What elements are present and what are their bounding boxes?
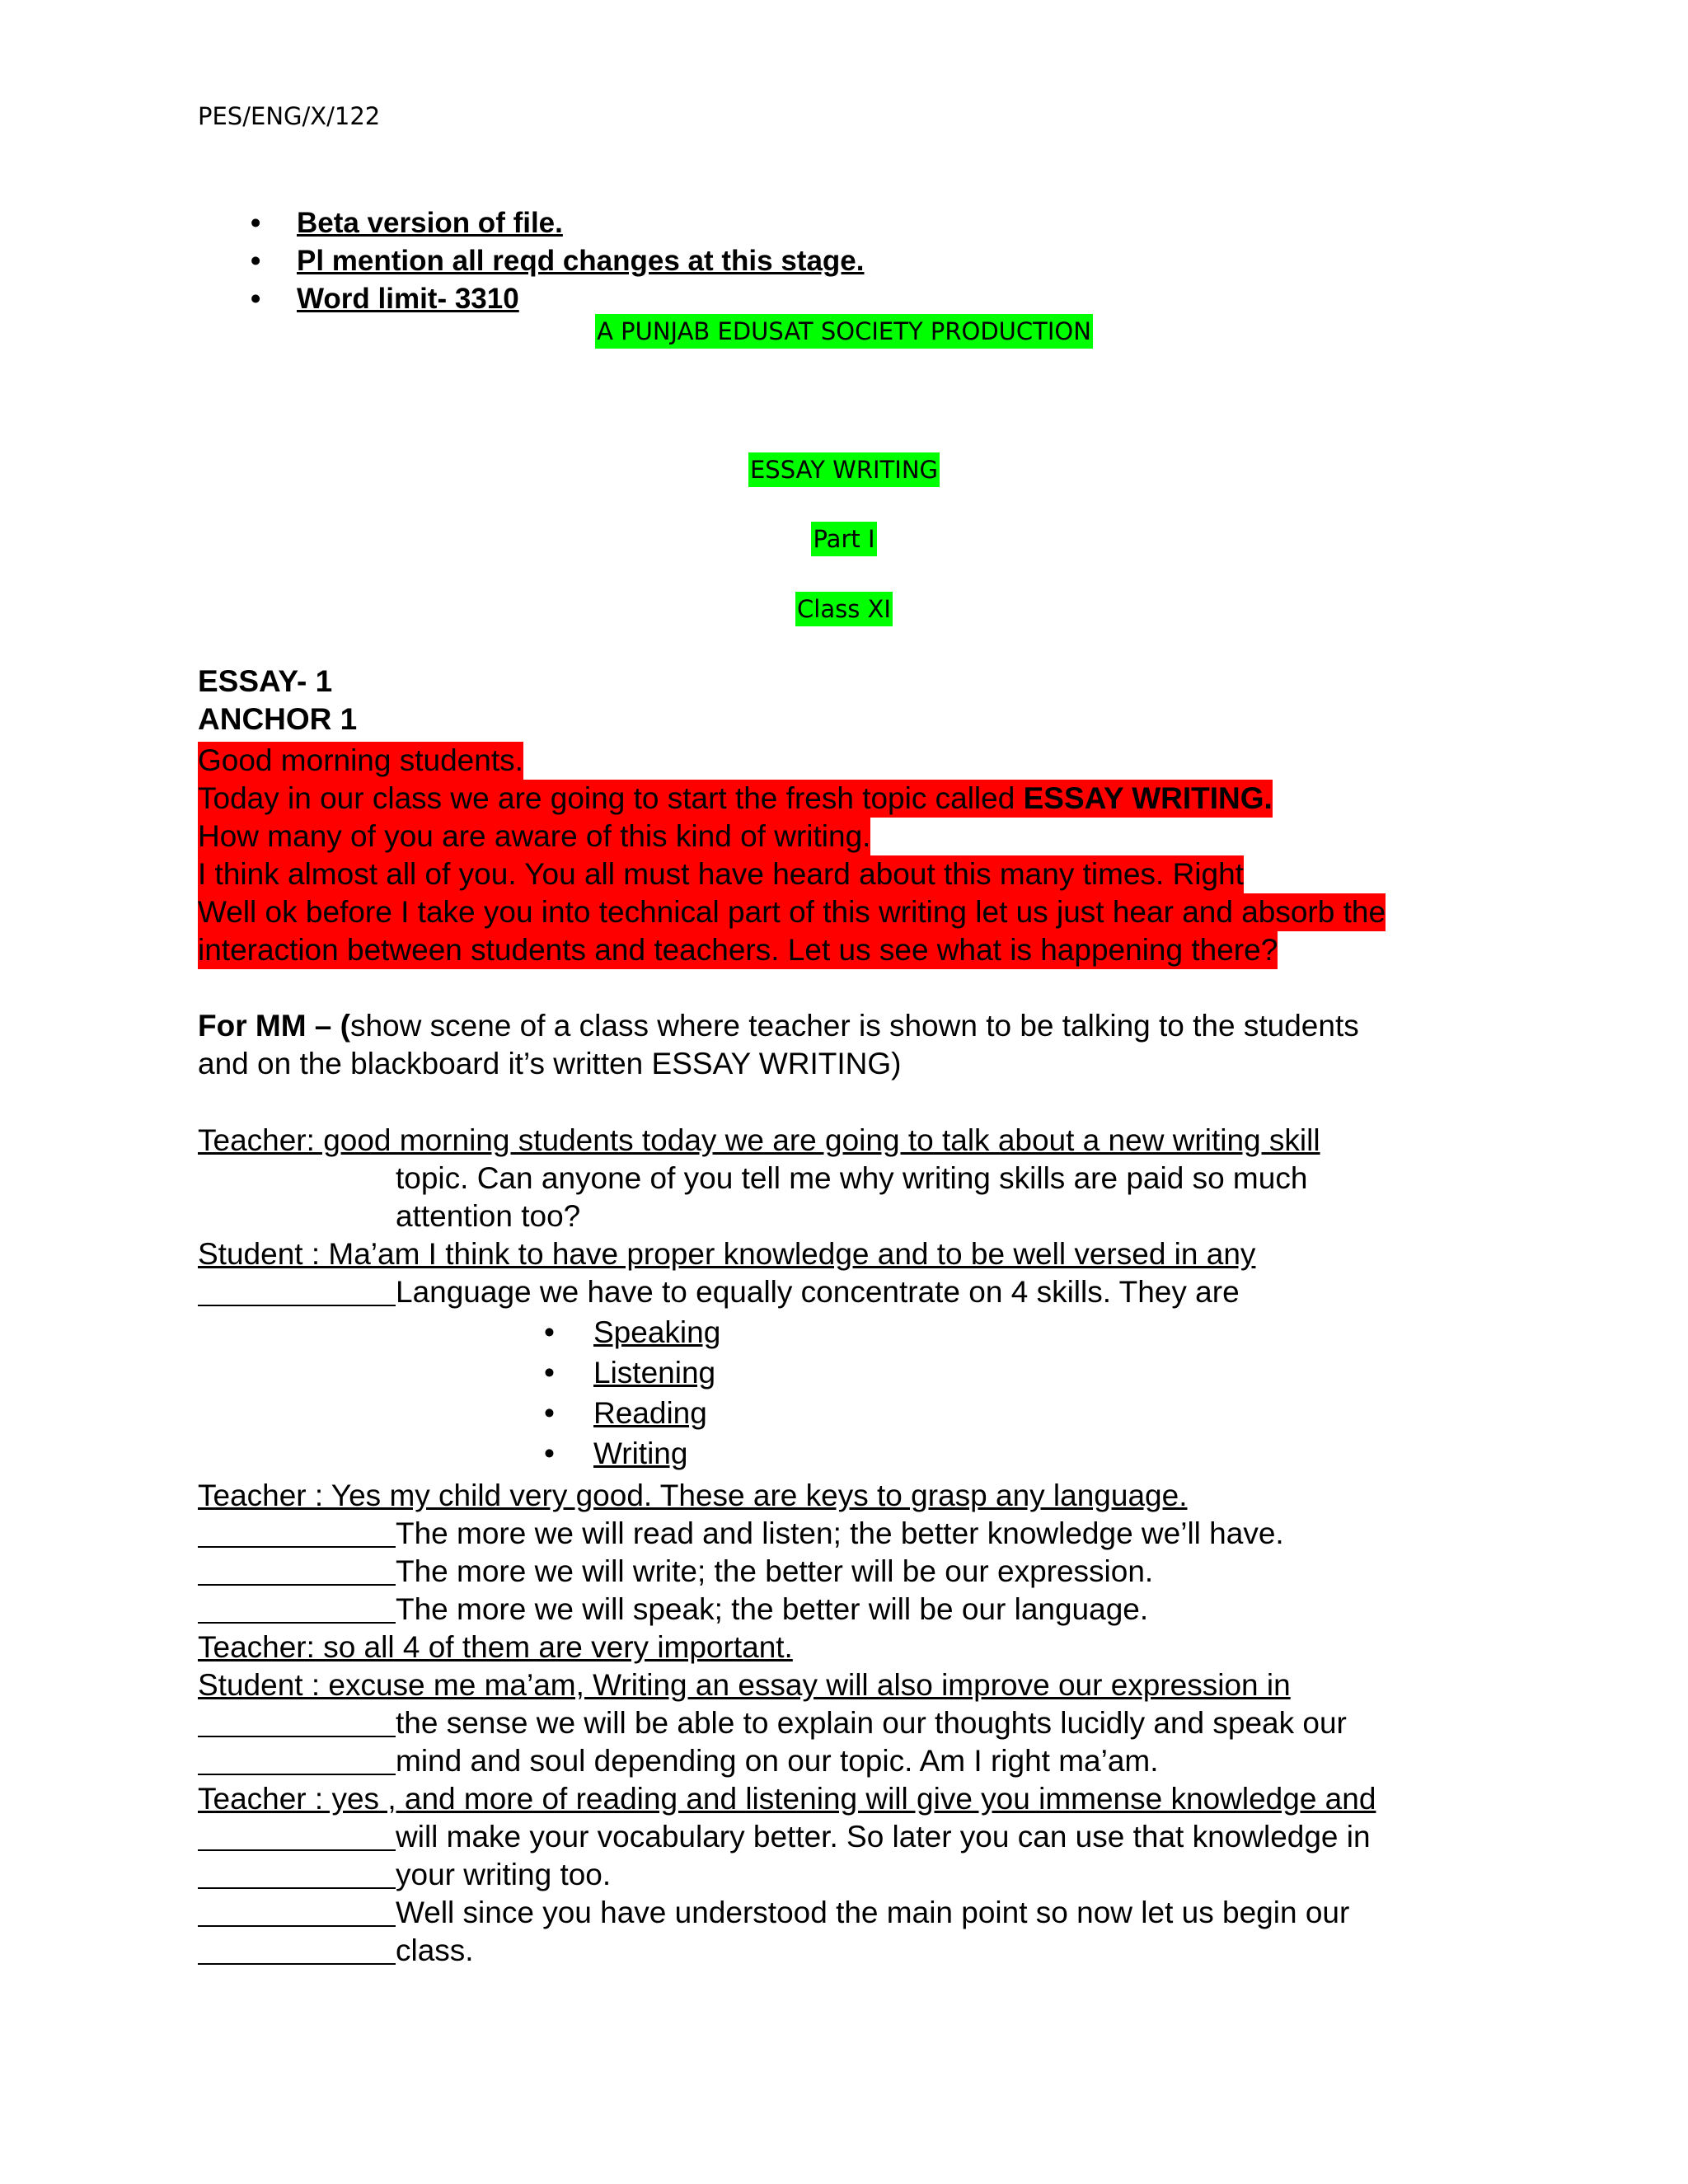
dialogue-text: mind and soul depending on our topic. Am I right ma’am. — [396, 1744, 1159, 1778]
dialogue-text: class. — [396, 1933, 474, 1967]
mm-text: and on the blackboard it’s written ESSAY WRITING) — [198, 1047, 902, 1080]
anchor-heading: ANCHOR 1 — [198, 702, 358, 736]
list-item — [544, 1393, 720, 1433]
anchor-line: interaction between students and teachers. Let us see what is happening there? — [198, 931, 1278, 969]
anchor-line: Good morning students. — [198, 742, 523, 780]
skill-text: Writing — [593, 1436, 688, 1470]
dialogue-line — [198, 1932, 1376, 1970]
anchor-line-text: Today in our class we are going to start the fresh topic called — [198, 781, 1024, 815]
dialogue-text: the sense we will be able to explain our thoughts lucidly and speak our — [396, 1706, 1347, 1740]
dialogue-text: topic. Can anyone of you tell me why writing skills are paid so much — [396, 1161, 1308, 1195]
dialogue-text: The more we will write; the better will be our expression. — [396, 1554, 1154, 1588]
list-item — [544, 1433, 720, 1474]
mm-label: For MM – ( — [198, 1009, 350, 1043]
indent-line — [198, 1736, 396, 1737]
dialogue-block — [198, 1477, 1376, 1970]
list-item — [544, 1352, 720, 1393]
dialogue-line — [198, 1160, 1320, 1197]
skill-text: Reading — [593, 1396, 707, 1430]
skill-text: Listening — [593, 1356, 716, 1390]
indent-line — [198, 1584, 396, 1586]
dialogue-line — [198, 1704, 1376, 1742]
anchor-line: How many of you are aware of this kind of writing. — [198, 818, 870, 855]
dialogue-line: Teacher: so all 4 of them are very important. — [198, 1630, 793, 1664]
dialogue-line — [198, 1553, 1376, 1591]
dialogue-line: Teacher : Yes my child very good. These are keys to grasp any language. — [198, 1479, 1188, 1512]
production-line — [0, 317, 1688, 345]
dialogue-line — [198, 1591, 1376, 1629]
bullet-icon: • — [544, 1315, 555, 1349]
document-code: PES/ENG/X/122 — [198, 102, 381, 130]
mm-note — [198, 1007, 1359, 1083]
anchor-line: Well ok before I take you into technical part of this writing let us just hear and absorb the — [198, 893, 1386, 931]
class-label: Class XI — [795, 592, 893, 626]
bullet-icon: • — [251, 207, 261, 239]
skills-list — [544, 1312, 720, 1474]
dialogue-line: Student : excuse me ma’am, Writing an essay will also improve our expression in — [198, 1668, 1291, 1702]
indent-line — [198, 1887, 396, 1889]
dialogue-line: Teacher: good morning students today we are going to talk about a new writing skill — [198, 1123, 1320, 1157]
dialogue-text: will make your vocabulary better. So later you can use that knowledge in — [396, 1820, 1371, 1854]
dialogue-text: attention too? — [396, 1199, 581, 1233]
note-text: Beta version of file. — [297, 207, 563, 239]
dialogue-line — [198, 1197, 1320, 1235]
indent-line — [198, 1622, 396, 1624]
dialogue-line — [198, 1515, 1376, 1553]
bullet-icon: • — [544, 1356, 555, 1390]
bullet-icon: • — [251, 283, 261, 315]
review-notes — [198, 204, 865, 318]
list-item — [198, 280, 865, 318]
indent-line — [198, 1963, 396, 1965]
bullet-icon: • — [544, 1396, 555, 1430]
part-line — [0, 525, 1688, 553]
anchor-script — [198, 742, 1386, 969]
indent-line — [198, 1774, 396, 1775]
indent-line — [198, 1305, 396, 1306]
bullet-icon: • — [544, 1436, 555, 1470]
list-item — [198, 204, 865, 242]
essay-heading: ESSAY- 1 — [198, 664, 333, 698]
dialogue-text: Language we have to equally concentrate on 4 skills. They are — [396, 1275, 1240, 1309]
dialogue-text: Well since you have understood the main point so now let us begin our — [396, 1896, 1350, 1929]
skill-text: Speaking — [593, 1315, 721, 1349]
bullet-icon: • — [251, 245, 261, 277]
note-text: Word limit- 3310 — [297, 283, 519, 315]
dialogue-line — [198, 1894, 1376, 1932]
dialogue-line: Student : Ma’am I think to have proper knowledge and to be well versed in any — [198, 1237, 1256, 1271]
dialogue-line: Teacher : yes , and more of reading and listening will give you immense knowledge and — [198, 1782, 1376, 1816]
topic-line — [0, 456, 1688, 484]
topic-title: ESSAY WRITING — [748, 452, 940, 487]
dialogue-line — [198, 1742, 1376, 1780]
dialogue-text: your writing too. — [396, 1858, 612, 1891]
list-item — [198, 242, 865, 280]
dialogue-line — [198, 1856, 1376, 1894]
topic-emphasis: ESSAY WRITING. — [1023, 781, 1273, 815]
note-text: Pl mention all reqd changes at this stage. — [297, 245, 865, 277]
dialogue-text: The more we will read and listen; the better knowledge we’ll have. — [396, 1516, 1284, 1550]
anchor-line — [198, 780, 1273, 818]
dialogue-block — [198, 1122, 1320, 1311]
dialogue-line — [198, 1818, 1376, 1856]
production-label: A PUNJAB EDUSAT SOCIETY PRODUCTION — [595, 314, 1093, 349]
dialogue-line — [198, 1273, 1320, 1311]
indent-line — [198, 1849, 396, 1851]
part-label: Part I — [811, 522, 876, 556]
anchor-line: I think almost all of you. You all must have heard about this many times. Right — [198, 855, 1244, 893]
indent-line — [198, 1546, 396, 1548]
class-line — [0, 595, 1688, 623]
dialogue-text: The more we will speak; the better will be our language. — [396, 1592, 1149, 1626]
indent-line — [198, 1925, 396, 1927]
mm-text: show scene of a class where teacher is shown to be talking to the students — [349, 1009, 1359, 1043]
list-item — [544, 1312, 720, 1352]
